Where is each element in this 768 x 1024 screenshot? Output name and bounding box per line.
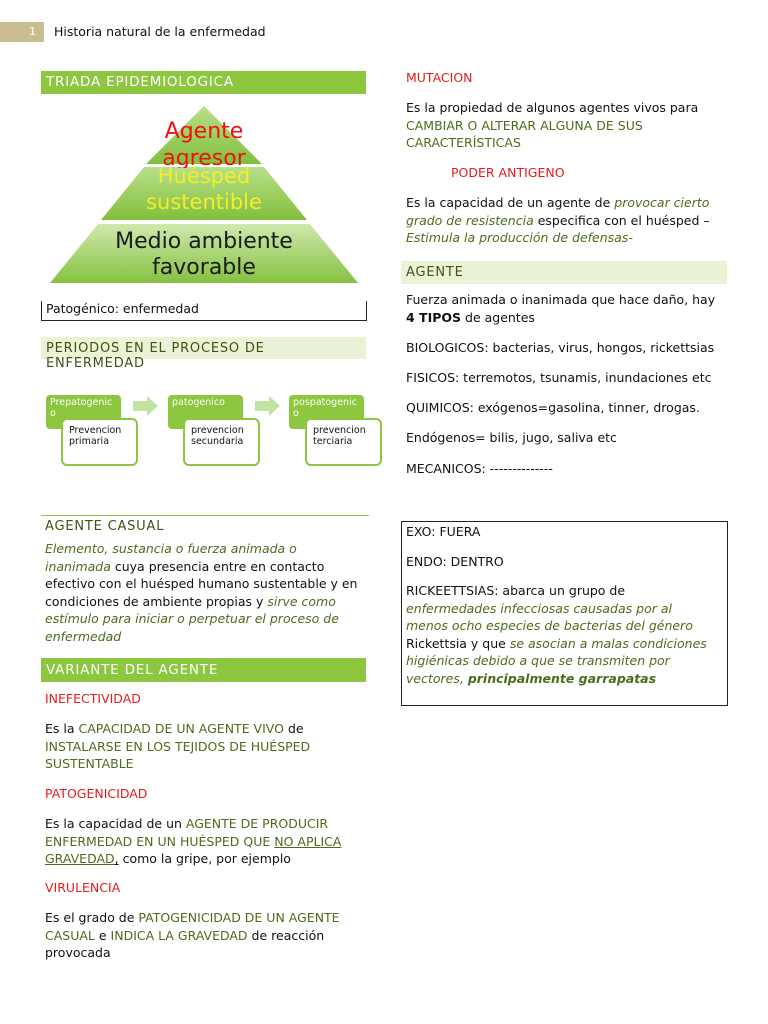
agente-fisicos: FISICOS: terremotos, tsunamis, inundaciones etc — [406, 370, 712, 385]
definitions-box — [401, 521, 728, 706]
agente-biologicos: BIOLOGICOS: bacterias, virus, hongos, rickettsias — [406, 340, 715, 355]
triada-heading: TRIADA EPIDEMIOLOGICA — [41, 71, 366, 94]
mutacion-text: Es la propiedad de algunos agentes vivos para CAMBIAR O ALTERAR ALGUNA DE SUS CARACTERÍSTICAS — [406, 100, 699, 150]
endo-definition: ENDO: DENTRO — [406, 554, 504, 569]
agente-endogenos: Endógenos= bilis, jugo, saliva etc — [406, 430, 617, 445]
triada-caption-text: Patogénico: enfermedad — [46, 301, 199, 316]
period-step-2: patogenico — [168, 395, 243, 429]
arrow-right-icon — [133, 396, 159, 416]
rickettsias-definition: RICKEETTSIAS: abarca un grupo de enfermedades infecciosas causadas por al menos ocho especies de bacterias del género Rickettsia y que se asocian a malas condiciones higiénicas debido a que se transmiten por vectores, principalmente garrapatas — [406, 583, 707, 686]
arrow-right-icon — [255, 396, 281, 416]
virulencia-title: VIRULENCIA — [45, 880, 121, 895]
exo-definition: EXO: FUERA — [406, 524, 481, 539]
period-step-1: Prepatogenico — [46, 395, 121, 429]
triangle-label-huesped: Huésped sustentible — [146, 164, 262, 214]
document-title: Historia natural de la enfermedad — [54, 24, 266, 39]
variante-heading: VARIANTE DEL AGENTE — [41, 658, 366, 682]
inefectividad-title: INEFECTIVIDAD — [45, 691, 141, 706]
page-number-tab — [0, 22, 44, 42]
agente-casual-text: Elemento, sustancia o fuerza animada o inanimada cuya presencia entre en contacto efectivo con el huésped humano sustentable y en condiciones de ambiente propias y sirve como estímulo para iniciar o perpetuar el proceso de enfermedad — [45, 541, 358, 644]
triada-caption — [41, 301, 367, 321]
agente-intro: Fuerza animada o inanimada que hace daño, hay 4 TIPOS de agentes — [406, 292, 716, 325]
period-sub-2: prevencion secundaria — [183, 418, 260, 466]
poder-antigeno-text: Es la capacidad de un agente de provocar cierto grado de resistencia especifica con el huésped – Estimula la producción de defensas- — [406, 195, 710, 245]
agente-mecanicos: MECANICOS: -------------- — [406, 461, 553, 476]
virulencia-text: Es el grado de PATOGENICIDAD DE UN AGENTE CASUAL e INDICA LA GRAVEDAD de reacción provocada — [45, 910, 340, 960]
triangle-label-medio: Medio ambiente favorable — [115, 229, 293, 280]
period-sub-1: Prevencion primaria — [61, 418, 138, 466]
page-number: 1 — [29, 25, 36, 38]
agente-casual-heading: AGENTE CASUAL — [41, 515, 369, 534]
periodos-heading: PERIODOS EN EL PROCESO DE ENFERMEDAD — [41, 337, 366, 359]
period-sub-3: prevencion terciaria — [305, 418, 382, 466]
agente-heading: AGENTE — [401, 261, 727, 284]
mutacion-title: MUTACION — [406, 70, 473, 85]
patogenicidad-text: Es la capacidad de un AGENTE DE PRODUCIR ENFERMEDAD EN UN HUÉSPED QUE NO APLICA GRAVEDAD, como la gripe, por ejemplo — [45, 816, 342, 866]
period-step-3: pospatogenico — [289, 395, 364, 429]
patogenicidad-title: PATOGENICIDAD — [45, 786, 148, 801]
agente-quimicos: QUIMICOS: exógenos=gasolina, tinner, drogas. — [406, 400, 700, 415]
inefectividad-text: Es la CAPACIDAD DE UN AGENTE VIVO de INSTALARSE EN LOS TEJIDOS DE HUÉSPED SUSTENTABLE — [45, 721, 311, 771]
poder-antigeno-title: PODER ANTIGENO — [451, 165, 565, 180]
triangle-label-agente: Agente agresor — [162, 119, 246, 168]
